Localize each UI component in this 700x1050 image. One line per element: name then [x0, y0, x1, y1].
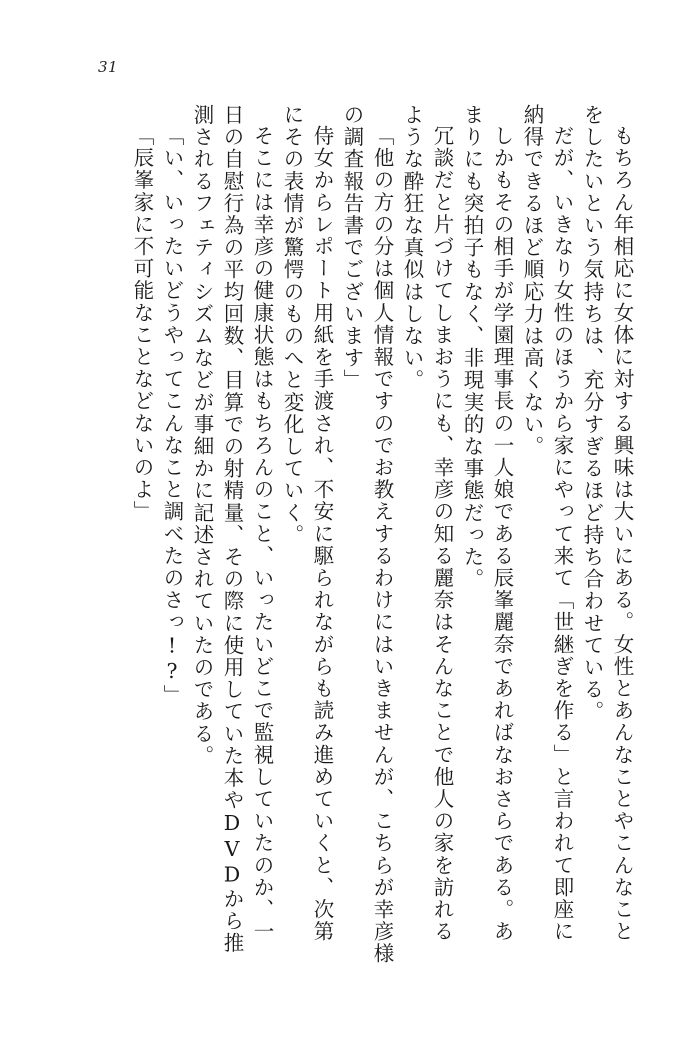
- text-column: 測されるフェティシズムなどが事細かに記述されていたのである。: [190, 104, 214, 767]
- text-column: まりにも突拍子もなく、非現実的な事態だった。: [460, 104, 484, 591]
- text-column: そこには幸彦の健康状態はもちろんのこと、いったいどこで監視していたのか、一: [250, 125, 274, 943]
- text-column: ような酔狂な真似はしない。: [400, 104, 424, 392]
- vertical-text-block: [72, 104, 632, 984]
- text-column: の調査報告書でございます」: [340, 104, 364, 392]
- text-column: をしたいという気持ちは、充分すぎるほど持ち合わせている。: [580, 104, 604, 723]
- text-column: 「辰峯家に不可能なことなどないのよ」: [130, 125, 154, 523]
- text-column: 侍女からレポート用紙を手渡され、不安に駆られながらも読み進めていくと、次第: [310, 125, 334, 943]
- text-column: だが、いきなり女性のほうから家にやって来て「世継ぎを作る」と言われて即座に: [550, 125, 574, 943]
- text-column: しかもその相手が学園理事長の一人娘である辰峯麗奈であればなおさらである。あ: [490, 125, 514, 943]
- text-column: 納得できるほど順応力は高くない。: [520, 104, 544, 458]
- text-column: もちろん年相応に女体に対する興味は大いにある。女性とあんなことやこんなこと: [610, 125, 634, 943]
- text-column: 冗談だと片づけてしまおうにも、幸彦の知る麗奈はそんなことで他人の家を訪れる: [430, 125, 454, 943]
- text-column: にその表情が驚愕のものへと変化していく。: [280, 104, 304, 546]
- text-column: 「他の方の分は個人情報ですのでお教えするわけにはいきませんが、こちらが幸彦様: [370, 125, 394, 965]
- page-number: 31: [98, 58, 119, 76]
- text-column: 「い、いったいどうやってこんなこと調べたのさっ!?」: [160, 125, 184, 707]
- text-column: 日の自慰行為の平均回数、目算での射精量、その際に使用していた本やDVDから推: [220, 104, 244, 955]
